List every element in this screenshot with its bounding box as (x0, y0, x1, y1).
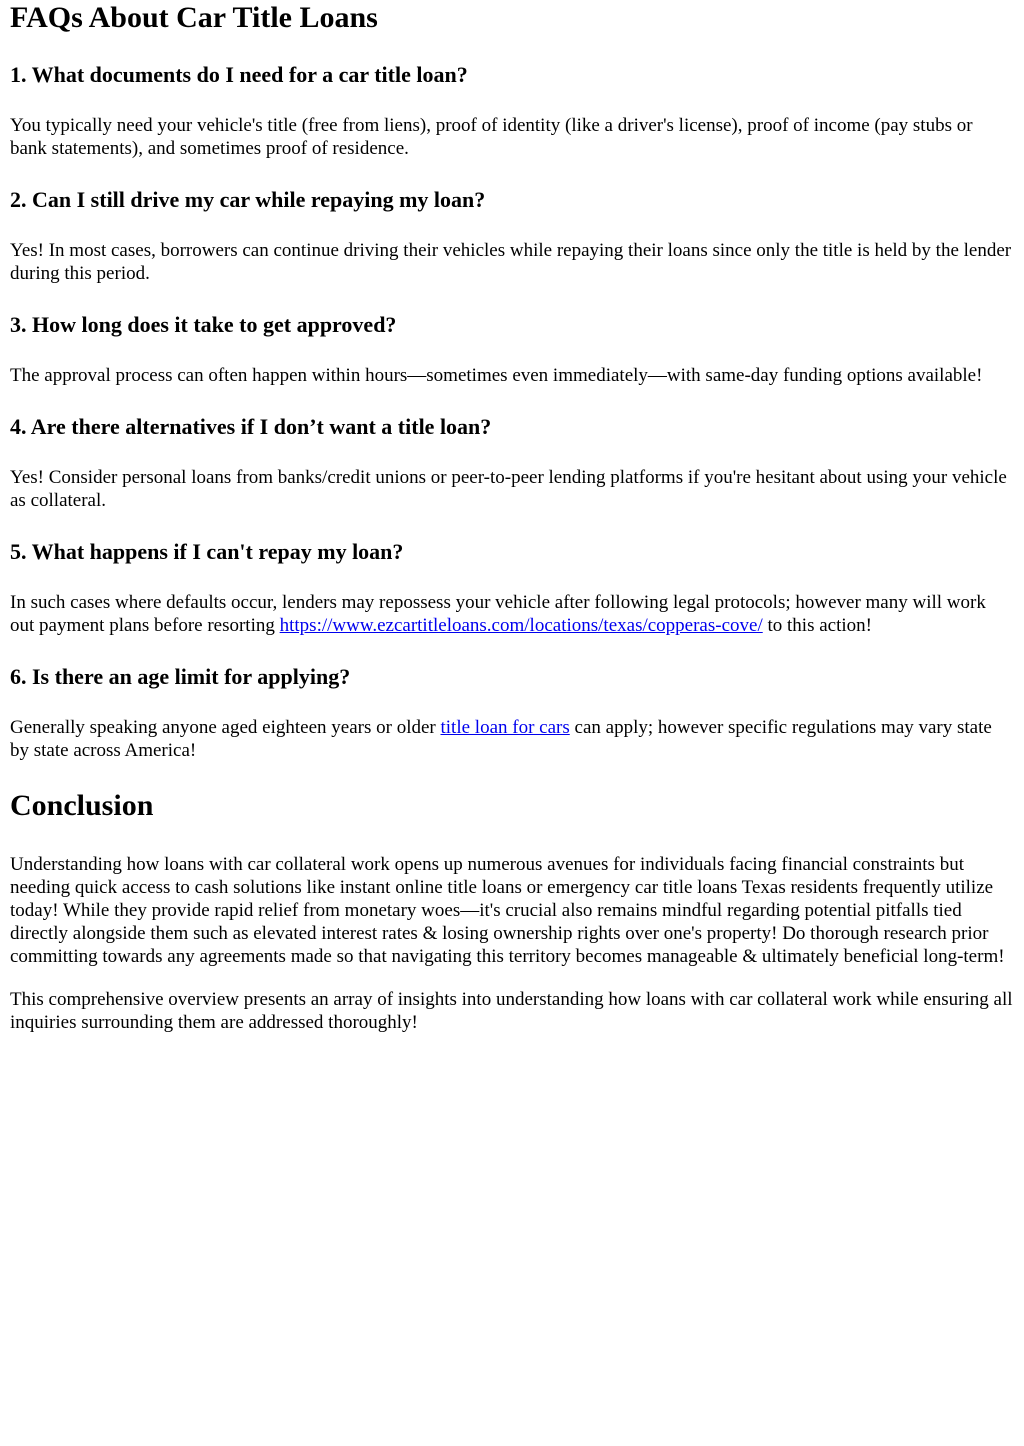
faq-question: 1. What documents do I need for a car title loan? (10, 62, 468, 87)
page-title: FAQs About Car Title Loans (10, 1, 378, 34)
faq-answer: Yes! In most cases, borrowers can continue driving their vehicles while repaying their loans since only the title is held by the lender during this period. (10, 240, 1012, 284)
title-loan-for-cars-link[interactable]: title loan for cars (440, 717, 570, 738)
faq-answer-text: Generally speaking anyone aged eighteen years or older (10, 717, 441, 738)
conclusion-section (10, 789, 1014, 1034)
faq-answer (10, 716, 1014, 762)
faq-answer: The approval process can often happen within hours—sometimes even immediately—with same-day funding options available! (10, 365, 983, 386)
faq-item-4 (10, 414, 1014, 512)
faq-question: 2. Can I still drive my car while repaying my loan? (10, 187, 486, 212)
conclusion-heading: Conclusion (10, 789, 154, 822)
conclusion-paragraph: This comprehensive overview presents an array of insights into understanding how loans with car collateral work while ensuring all inquiries surrounding them are addressed thoroughly! (10, 989, 1013, 1033)
faq-answer (10, 591, 1014, 637)
faq-answer: Yes! Consider personal loans from banks/credit unions or peer-to-peer lending platforms if you're hesitant about using your vehicle as collateral. (10, 467, 1007, 511)
faq-question: 6. Is there an age limit for applying? (10, 664, 351, 689)
faq-question: 3. How long does it take to get approved? (10, 312, 397, 337)
faq-item-5 (10, 539, 1014, 637)
conclusion-paragraph: Understanding how loans with car collateral work opens up numerous avenues for individuals facing financial constraints but needing quick access to cash solutions like instant online title loans or emergency car title loans Texas residents frequently utilize today! While they provide rapid relief from monetary woes—it's crucial also remains mindful regarding potential pitfalls tied directly alongside them such as elevated interest rates & losing ownership rights over one's property! Do thorough research prior committing towards any agreements made so that navigating this territory becomes manageable & ultimately beneficial long-term! (10, 854, 1005, 967)
faq-item-2 (10, 187, 1014, 285)
faq-answer-text: In such cases where defaults occur, lenders may repossess your vehicle after following legal protocols; however many will work out payment plans before resorting (10, 592, 986, 636)
faq-answer-text: can apply; however specific regulations may vary state by state across America! (10, 717, 992, 761)
faq-item-1 (10, 62, 1014, 160)
ezcartitleloans-link[interactable]: https://www.ezcartitleloans.com/locations/texas/copperas-cove/ (279, 615, 763, 636)
faq-item-3 (10, 312, 1014, 387)
faq-question: 4. Are there alternatives if I don’t want a title loan? (10, 414, 492, 439)
faq-answer-text: to this action! (762, 615, 872, 636)
faq-item-6 (10, 664, 1014, 762)
faq-question: 5. What happens if I can't repay my loan? (10, 539, 404, 564)
faq-answer: You typically need your vehicle's title (free from liens), proof of identity (like a driver's license), proof of income (pay stubs or bank statements), and sometimes proof of residence. (10, 115, 973, 159)
